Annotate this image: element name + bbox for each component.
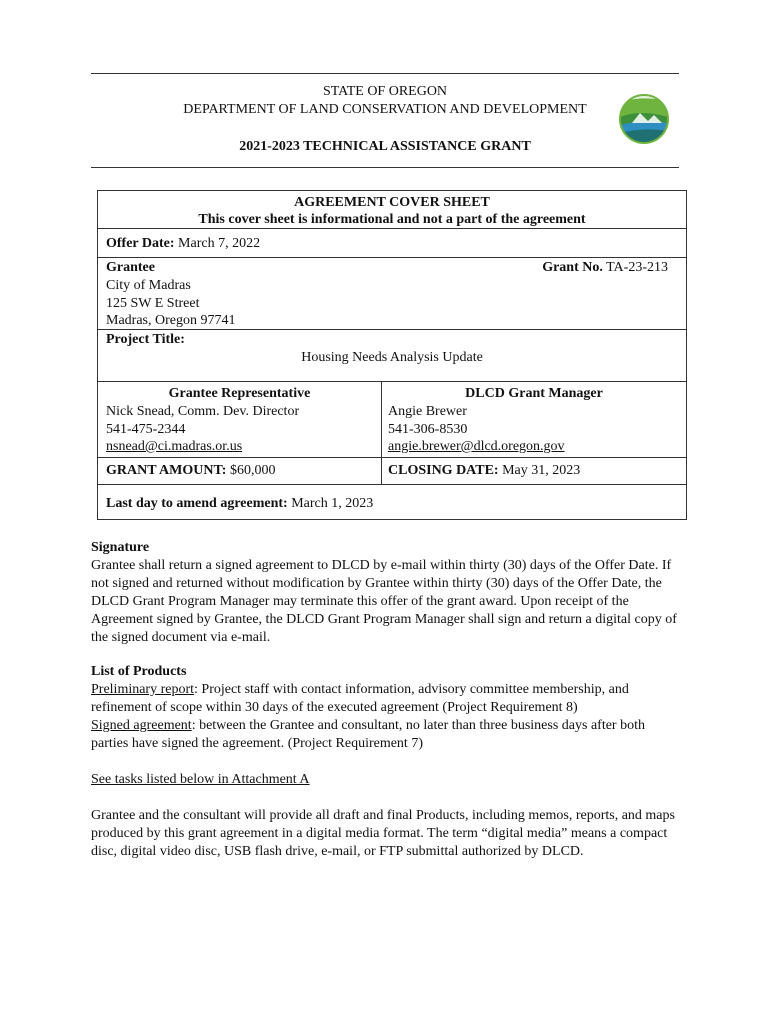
- bottom-rule: [91, 167, 679, 168]
- project-title-label: Project Title:: [106, 332, 185, 347]
- amend-date-value: March 1, 2023: [291, 496, 374, 511]
- grant-title: 2021-2023 TECHNICAL ASSISTANCE GRANT: [239, 139, 531, 154]
- amend-date-row: [106, 495, 373, 513]
- project-title-value: Housing Needs Analysis Update: [301, 350, 483, 365]
- preliminary-report-text: : Project staff with contact information, advisory committee membership, and refinement of scope within 30 days of the executed agreement (Project Requirement 8): [91, 682, 629, 715]
- attachment-a-link[interactable]: See tasks listed below in Attachment A: [91, 772, 310, 787]
- grant-no-value: TA-23-213: [606, 260, 668, 275]
- department-heading: DEPARTMENT OF LAND CONSERVATION AND DEVELOPMENT: [183, 102, 587, 117]
- grant-amount-value: $60,000: [229, 463, 276, 478]
- offer-date-row: [106, 235, 260, 253]
- grant-no-row: [542, 259, 668, 277]
- offer-date-label: Offer Date:: [106, 236, 175, 251]
- product-item-signed-agreement: [91, 717, 681, 753]
- grantee-address-line: City of Madras: [106, 278, 191, 293]
- grant-amount-row: [106, 462, 275, 480]
- dlcd-logo-icon: [618, 93, 670, 145]
- product-item-preliminary-report: [91, 681, 681, 717]
- grantee-address-line: Madras, Oregon 97741: [106, 313, 236, 328]
- row-divider: [98, 257, 686, 258]
- cover-sheet-table: [97, 190, 687, 520]
- signed-agreement-text: : between the Grantee and consultant, no later than three business days after both parties have signed the agreement. (Project Requirement 7): [91, 718, 645, 751]
- amend-date-label: Last day to amend agreement:: [106, 496, 288, 511]
- grantee-label: Grantee: [106, 260, 155, 275]
- grantee-rep-name: Nick Snead, Comm. Dev. Director: [106, 404, 300, 419]
- digital-media-paragraph: Grantee and the consultant will provide all draft and final Products, including memos, reports, and maps produced by this grant agreement in a digital media format. The term “digital media” means a compact disc, digital video disc, USB flash drive, e-mail, or FTP submittal authorized by DLCD.: [91, 808, 675, 859]
- row-divider: [98, 457, 686, 458]
- row-divider: [98, 329, 686, 330]
- signature-heading: Signature: [91, 540, 150, 555]
- row-divider: [98, 484, 686, 485]
- closing-date-value: May 31, 2023: [502, 463, 581, 478]
- closing-date-label: CLOSING DATE:: [388, 463, 499, 478]
- cover-title: AGREEMENT COVER SHEET: [294, 195, 490, 210]
- grant-amount-label: GRANT AMOUNT:: [106, 463, 227, 478]
- grant-manager-name: Angie Brewer: [388, 404, 467, 419]
- products-section: [91, 663, 681, 861]
- grant-manager-label: DLCD Grant Manager: [465, 386, 603, 401]
- grantee-address-line: 125 SW E Street: [106, 295, 200, 311]
- row-divider: [98, 381, 686, 382]
- grant-manager-email-link[interactable]: angie.brewer@dlcd.oregon.gov: [388, 439, 565, 454]
- grantee-rep-email-link[interactable]: nsnead@ci.madras.or.us: [106, 439, 243, 454]
- grantee-rep-phone: 541-475-2344: [106, 421, 186, 437]
- preliminary-report-label: Preliminary report: [91, 682, 195, 697]
- state-heading: STATE OF OREGON: [322, 84, 448, 99]
- row-divider: [98, 228, 686, 229]
- signature-section: [91, 539, 681, 647]
- top-rule: [91, 73, 679, 74]
- closing-date-row: [388, 462, 580, 480]
- signature-body: Grantee shall return a signed agreement to DLCD by e-mail within thirty (30) days of the Offer Date. If not signed and returned without modification by Grantee within thirty (30) days of the Offer Date, the DLCD Grant Program Manager may terminate this offer of the grant award. Upon receipt of the Agreement signed by Grantee, the DLCD Grant Program Manager shall sign and return a digital copy of the signed document via e-mail.: [91, 558, 677, 645]
- grant-manager-phone: 541-306-8530: [388, 421, 468, 437]
- signed-agreement-label: Signed agreement: [91, 718, 192, 733]
- grantee-rep-label: Grantee Representative: [168, 386, 311, 401]
- offer-date-value: March 7, 2022: [178, 236, 261, 251]
- cover-subtitle: This cover sheet is informational and not a part of the agreement: [198, 212, 586, 227]
- grant-no-label: Grant No.: [542, 260, 603, 275]
- products-heading: List of Products: [91, 664, 187, 679]
